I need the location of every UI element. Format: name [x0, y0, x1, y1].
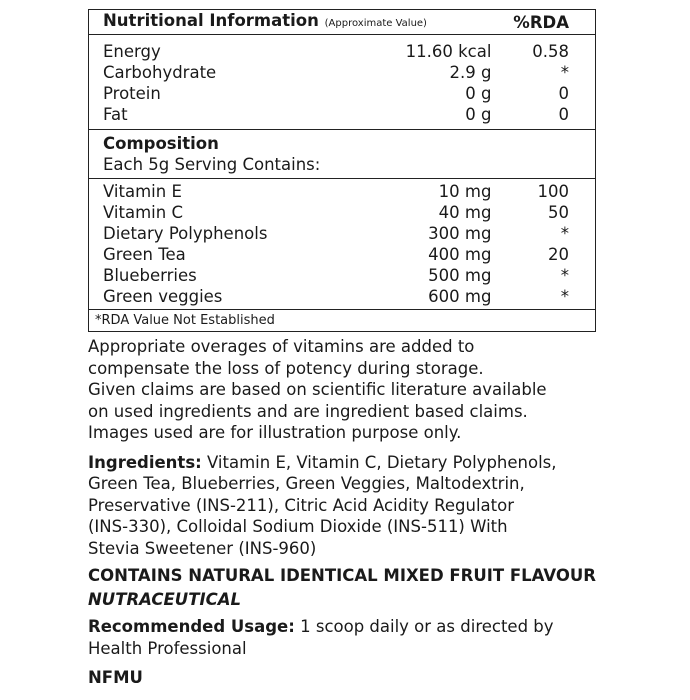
table-row	[89, 62, 596, 83]
serving-text: Each 5g Serving Contains:	[89, 154, 596, 179]
ingredient-rda: 50	[548, 203, 569, 222]
ingredients-label: Ingredients:	[88, 452, 202, 472]
table-header	[89, 10, 596, 35]
ingredient-rda: *	[497, 286, 595, 310]
nutrient-value: 11.60 kcal	[405, 42, 492, 61]
ingredients-line: Stevia Sweetener (INS-960)	[88, 538, 317, 558]
ingredient-name: Green Tea	[103, 245, 186, 264]
ingredient-value: 10 mg	[438, 182, 492, 201]
nutrient-value: 2.9 g	[449, 63, 492, 82]
disclaimer-line: on used ingredients and are ingredient based claims.	[88, 401, 528, 421]
ingredient-value: 300 mg	[428, 224, 492, 243]
nutrient-value: 0 g	[465, 84, 492, 103]
table-row	[89, 244, 596, 265]
table-row	[89, 179, 596, 203]
ingredient-name: Dietary Polyphenols	[103, 224, 268, 243]
label-text	[88, 336, 596, 689]
composition-heading-row	[89, 130, 596, 155]
ingredient-name: Green veggies	[89, 286, 346, 310]
nutrition-table	[88, 9, 596, 332]
composition-title: Composition	[103, 134, 219, 153]
ingredient-rda: 100	[537, 182, 569, 201]
ingredient-rda: *	[560, 266, 569, 285]
rda-note: *RDA Value Not Established	[95, 313, 275, 328]
ingredient-value: 40 mg	[438, 203, 492, 222]
ingredients-text: Vitamin E, Vitamin C, Dietary Polyphenols,	[201, 452, 557, 472]
nutrition-label	[88, 9, 596, 689]
nutrient-name: Fat	[89, 104, 346, 130]
nutrient-rda: 0	[497, 104, 595, 130]
rda-header: %RDA	[497, 10, 595, 35]
ingredient-name: Vitamin E	[103, 182, 182, 201]
table-row	[89, 223, 596, 244]
table-subtitle: (Approximate Value)	[324, 18, 427, 29]
usage-label: Recommended Usage:	[88, 617, 295, 636]
usage-text: 1 scoop daily or as directed by	[294, 617, 554, 636]
usage-line	[88, 616, 596, 638]
nutrient-rda: *	[560, 63, 569, 82]
table-row	[89, 265, 596, 286]
nutrient-name: Protein	[103, 84, 161, 103]
ingredient-value: 400 mg	[428, 245, 492, 264]
table-row	[89, 286, 596, 310]
ingredient-rda: *	[560, 224, 569, 243]
ingredient-rda: 20	[548, 245, 569, 264]
nutrient-rda: 0	[558, 84, 569, 103]
ingredients-line: Preservative (INS-211), Citric Acid Acidity Regulator	[88, 495, 515, 515]
serving-row	[89, 154, 596, 179]
usage-line: Health Professional	[88, 638, 247, 658]
nutrient-name: Energy	[103, 42, 161, 61]
rda-note-row	[89, 310, 596, 332]
disclaimer-line: Given claims are based on scientific literature available	[88, 380, 547, 399]
table-row	[89, 83, 596, 104]
nutrient-rda: 0.58	[532, 42, 569, 61]
disclaimer-line: Images used are for illustration purpose only.	[88, 423, 462, 442]
ingredients-line	[88, 452, 596, 474]
nutrient-name: Carbohydrate	[103, 63, 217, 82]
ingredient-name: Blueberries	[103, 266, 197, 285]
table-row	[89, 35, 596, 63]
ingredient-name: Vitamin C	[103, 203, 183, 222]
ingredients-line: (INS-330), Colloidal Sodium Dioxide (INS-511) With	[88, 517, 508, 536]
category-label: NUTRACEUTICAL	[88, 589, 241, 609]
ingredients-line: Green Tea, Blueberries, Green Veggies, Maltodextrin,	[88, 474, 525, 493]
disclaimer-line: compensate the loss of potency during storage.	[88, 358, 484, 378]
table-row	[89, 202, 596, 223]
table-row	[89, 104, 596, 130]
table-title: Nutritional Information	[103, 11, 319, 30]
product-code: NFMU	[88, 668, 143, 687]
ingredient-value: 500 mg	[428, 266, 492, 285]
flavour-statement: CONTAINS NATURAL IDENTICAL MIXED FRUIT FLAVOUR	[88, 566, 596, 585]
ingredient-value: 600 mg	[345, 286, 497, 310]
nutrient-value: 0 g	[345, 104, 497, 130]
disclaimer-line: Appropriate overages of vitamins are added to	[88, 337, 475, 356]
